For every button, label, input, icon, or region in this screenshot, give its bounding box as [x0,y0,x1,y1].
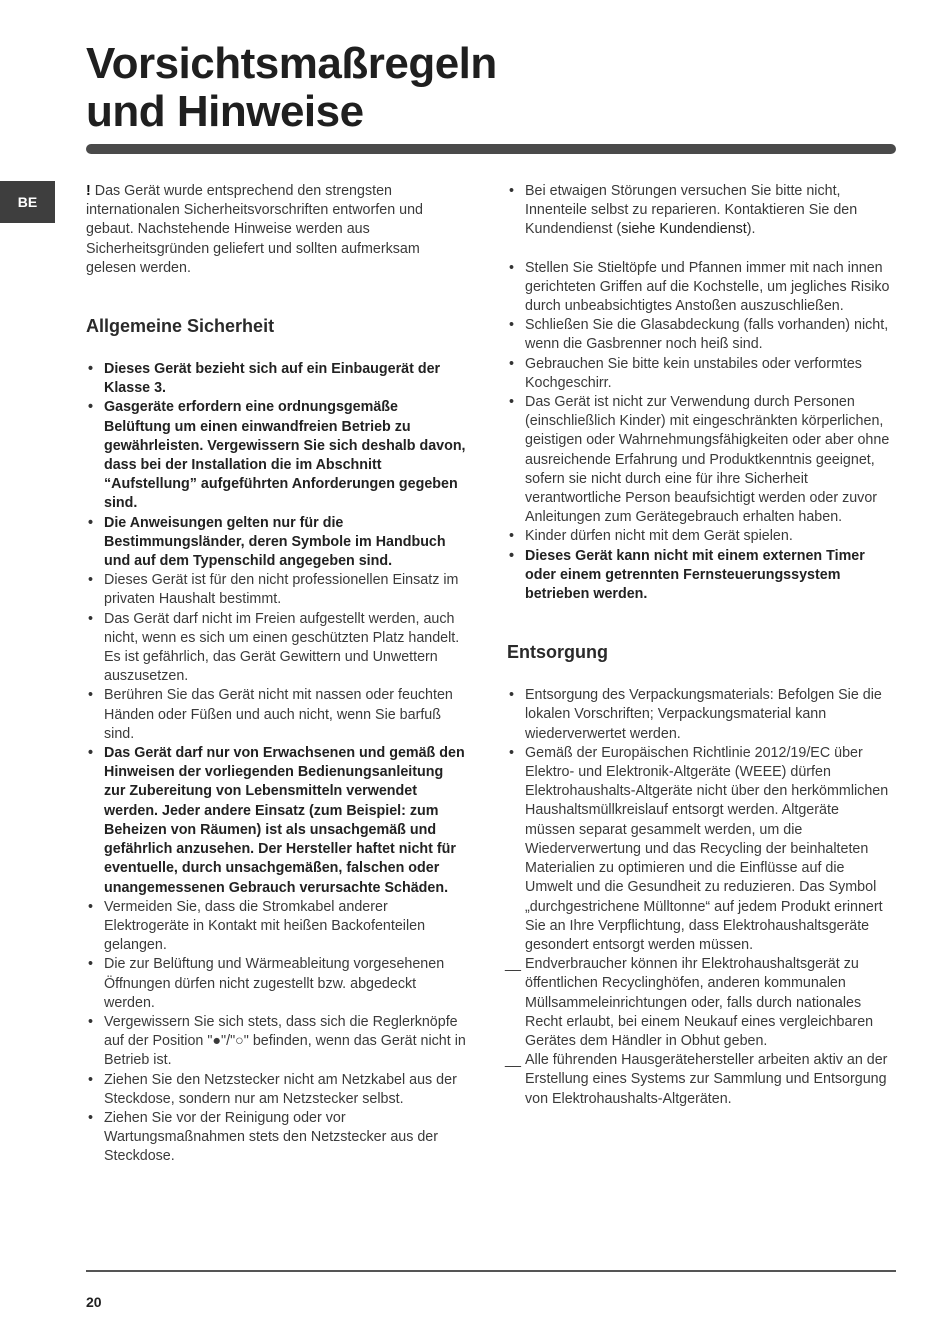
section-heading-disposal: Entsorgung [507,642,608,663]
footer-divider [86,1270,896,1272]
list-item: __ Alle führenden Hausgerätehersteller arbeiten aktiv an der Erstellung eines Systems zur Sammlung und Entsorgung von Elektrohaushalts-Altgeräten. [507,1051,892,1109]
list-item: • Das Gerät darf nicht im Freien aufgestellt werden, auch nicht, wenn es sich um einen geschützten Platz handelt. Es ist gefährlich, das Gerät Gewittern und Unwettern auszusetzen. [86,610,466,687]
list-item: • Vergewissern Sie sich stets, dass sich die Reglerknöpfe auf der Position "●"/"○" befinden, wenn das Gerät nicht in Betrieb ist. [86,1013,466,1071]
right-safety-list [507,259,892,605]
intro-paragraph [86,182,466,278]
list-item: • Die zur Belüftung und Wärmeableitung vorgesehenen Öffnungen dürfen nicht zugestellt bzw. abgedeckt werden. [86,955,466,1013]
page-title [86,40,497,136]
spacer [507,240,892,259]
page-number: 20 [86,1294,102,1310]
list-item: • Dieses Gerät kann nicht mit einem externen Timer oder einem getrennten Fernsteuerungssystem betrieben werden. [507,547,892,605]
title-divider [86,144,896,154]
list-item: • Dieses Gerät ist für den nicht professionellen Einsatz im privaten Haushalt bestimmt. [86,571,466,609]
page-title-line-1: Vorsichtsmaßregeln [86,39,497,88]
disposal-list [507,686,892,1108]
fault-text-end: ). [746,221,756,238]
list-item: • Das Gerät darf nur von Erwachsenen und gemäß den Hinweisen der vorliegenden Bedienungsanleitung zur Zubereitung von Lebensmitteln verwendet werden. Jeder andere Einsatz (zum Beispiel: zum Beheizen von Räumen) ist als unsachgemäß und gefährlich anzusehen. Der Hersteller haftet nicht für eventuelle, durch unsachgemäßen, falschen oder unangemessenen Gebrauch verursachte Schäden. [86,744,466,898]
page-title-line-2: und Hinweise [86,87,364,136]
list-item: • Schließen Sie die Glasabdeckung (falls vorhanden) nicht, wenn die Gasbrenner noch heiß sind. [507,316,892,354]
list-item: • Ziehen Sie vor der Reinigung oder vor Wartungsmaßnahmen stets den Netzstecker aus der Steckdose. [86,1109,466,1167]
list-item: • Stellen Sie Stieltöpfe und Pfannen immer mit nach innen gerichteten Griffen auf die Kochstelle, um jegliches Risiko durch unbeabsichtigtes Anstoßen auszuschließen. [507,259,892,317]
list-item: • Kinder dürfen nicht mit dem Gerät spielen. [507,527,892,546]
list-item: • Die Anweisungen gelten nur für die Bestimmungsländer, deren Symbole im Handbuch und auf dem Typenschild angegeben sind. [86,514,466,572]
warning-mark: ! [86,183,91,199]
intro-text: Das Gerät wurde entsprechend den strengsten internationalen Sicherheitsvorschriften entworfen und gebaut. Nachstehende Hinweise werden aus Sicherheitsgründen geliefert und sollten aufmerksam gelesen werden. [86,183,423,276]
fault-list [507,182,892,240]
list-item: • Gasgeräte erfordern eine ordnungsgemäße Belüftung um einen einwandfreien Betrieb zu gewährleisten. Vergewissern Sie sich deshalb davon, dass bei der Installation die im Abschnitt “Aufstellung” aufgeführten Anforderungen gegeben sind. [86,398,466,513]
list-item: • Entsorgung des Verpackungsmaterials: Befolgen Sie die lokalen Vorschriften; Verpackungsmaterial kann wiederverwertet werden. [507,686,892,744]
list-item: • Das Gerät ist nicht zur Verwendung durch Personen (einschließlich Kinder) mit eingeschränkten körperlichen, geistigen oder Wahrnehmungsfähigkeiten oder aber ohne ausreichende Erfahrung und Produktkenntnis geeignet, sofern sie nicht durch eine für ihre Sicherheit verantwortliche Person beaufsichtigt werden oder zuvor Anleitungen zum Gerätegebrauch erhalten haben. [507,393,892,527]
customer-service-reference: siehe Kundendienst [621,221,747,238]
list-item: • Berühren Sie das Gerät nicht mit nassen oder feuchten Händen oder Füßen und auch nicht, wenn Sie barfuß sind. [86,686,466,744]
fault-text: Bei etwaigen Störungen versuchen Sie bitte nicht, Innenteile selbst zu reparieren. Kontaktieren Sie den Kundendienst ( [525,183,858,238]
list-item: • Gebrauchen Sie bitte kein unstabiles oder verformtes Kochgeschirr. [507,355,892,393]
section-heading-general-safety: Allgemeine Sicherheit [86,316,275,337]
general-safety-list [86,360,466,1167]
list-item: __ Endverbraucher können ihr Elektrohaushaltsgerät zu öffentlichen Recyclinghöfen, anderen kommunalen Müllsammeleinrichtungen oder, falls durch nationales Recht erlaubt, bei einem Neukauf eines vergleichbaren Gerätes dem Händler in Obhut geben. [507,955,892,1051]
left-column [86,182,466,1167]
list-item: • Gemäß der Europäischen Richtlinie 2012/19/EC über Elektro- und Elektronik-Altgeräte (WEEE) dürfen Elektrohaushalts-Altgeräte nicht über den herkömmlichen Haushaltsmüllkreislauf entsorgt werden. Altgeräte müssen separat gesammelt werden, um die Wiederverwertung und das Recycling der beinhalteten Materialien zu optimieren und die Einflüsse auf die Umwelt und die Gesundheit zu reduzieren. Das Symbol „durchgestrichene Mülltonne“ auf jedem Produkt erinnert Sie an Ihre Verpflichtung, dass Elektrohaushaltsgeräte gesondert entsorgt werden müssen. [507,744,892,955]
language-tab: BE [0,181,55,223]
right-column [507,182,892,1109]
list-item: • Ziehen Sie den Netzstecker nicht am Netzkabel aus der Steckdose, sondern nur am Netzstecker selbst. [86,1071,466,1109]
list-item-fault [507,182,892,240]
list-item: • Dieses Gerät bezieht sich auf ein Einbaugerät der Klasse 3. [86,360,466,398]
list-item: • Vermeiden Sie, dass die Stromkabel anderer Elektrogeräte in Kontakt mit heißen Backofenteilen gelangen. [86,898,466,956]
